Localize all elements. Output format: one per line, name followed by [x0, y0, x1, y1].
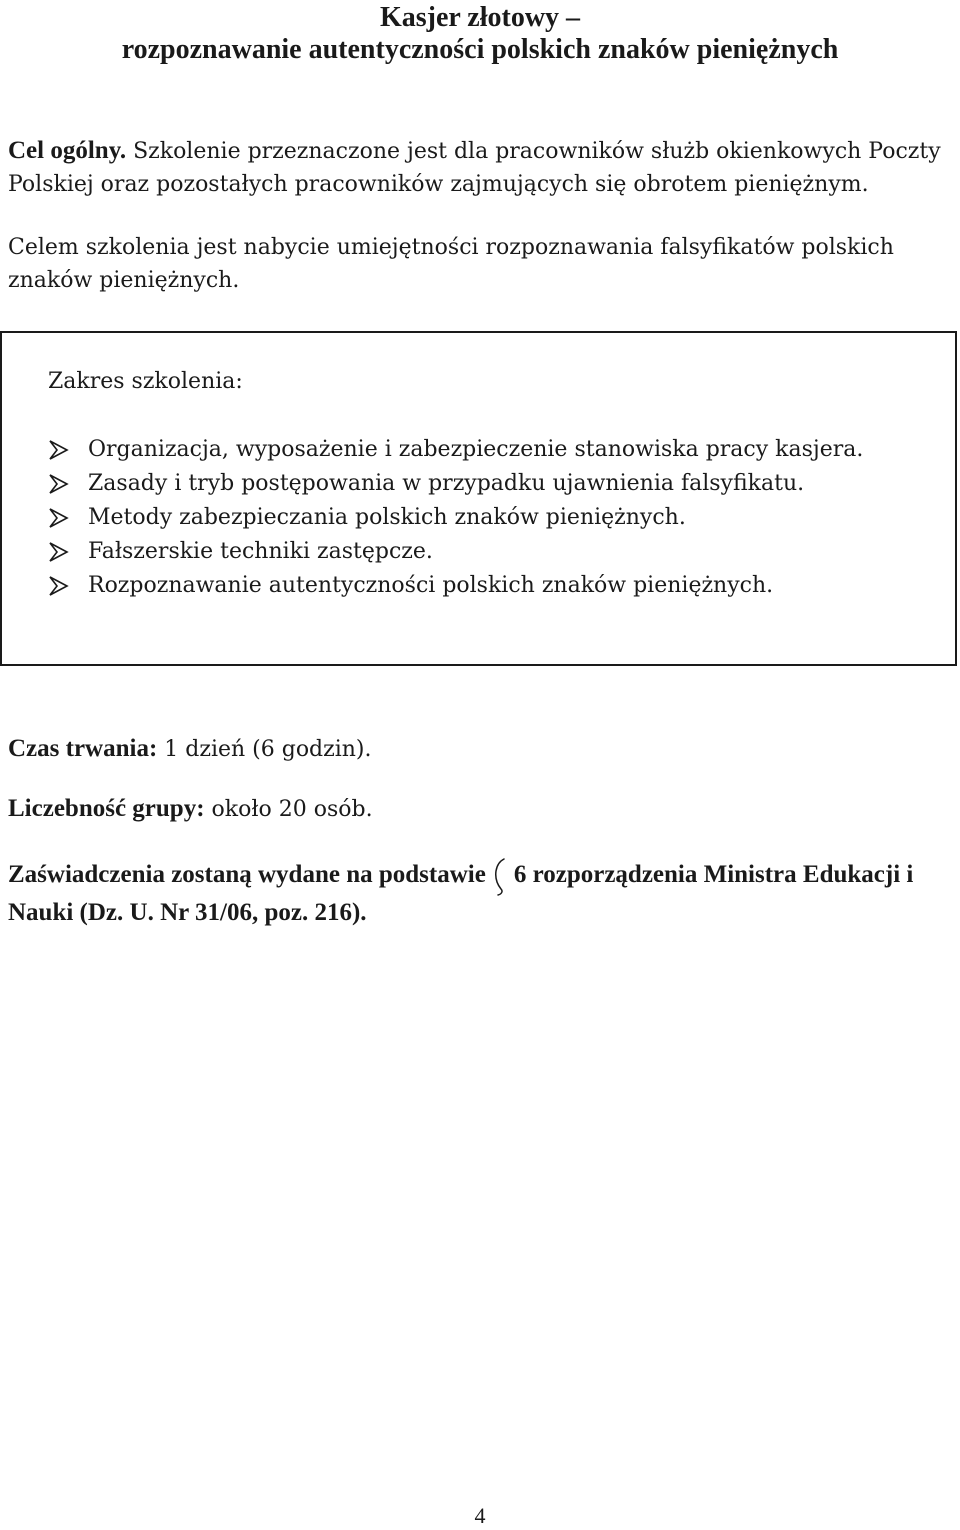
duration-label: Czas trwania:	[8, 735, 158, 762]
certificate-paragraph	[8, 856, 953, 929]
scope-item-text: Fałszerskie techniki zastępcze.	[88, 539, 433, 564]
scope-heading: Zakres szkolenia:	[48, 369, 243, 394]
duration-line	[8, 732, 372, 766]
goal-label: Cel ogólny.	[8, 137, 127, 164]
certificate-text-after: 6 rozporządzenia Ministra Edukacji i Nauki (Dz. U. Nr 31/06, poz. 216).	[8, 861, 914, 926]
arrowhead-bullet-icon	[48, 501, 70, 535]
page-number: 4	[474, 1503, 486, 1528]
paragraph-sign-icon	[492, 856, 508, 896]
goal-paragraph	[8, 134, 953, 201]
aim-paragraph: Celem szkolenia jest nabycie umiejętności rozpoznawania falsyfikatów polskich znaków pieniężnych.	[8, 235, 894, 293]
document-title-line1: Kasjer złotowy –	[379, 2, 581, 33]
scope-item-text: Organizacja, wyposażenie i zabezpieczenie stanowiska pracy kasjera.	[88, 437, 864, 462]
list-item	[48, 535, 863, 569]
scope-item-text: Zasady i tryb postępowania w przypadku ujawnienia falsyfikatu.	[88, 471, 805, 496]
group-size-line	[8, 792, 373, 826]
document-title-line2: rozpoznawanie autentyczności polskich znaków pieniężnych	[121, 34, 839, 65]
arrowhead-bullet-icon	[48, 467, 70, 501]
scope-box	[0, 331, 957, 666]
certificate-text-before: Zaświadczenia zostaną wydane na podstawie	[8, 861, 486, 888]
scope-item-text: Metody zabezpieczania polskich znaków pieniężnych.	[88, 505, 686, 530]
scope-list	[48, 433, 863, 603]
goal-text: Szkolenie przeznaczone jest dla pracowników służb okienkowych Poczty Polskiej oraz pozostałych pracowników zajmujących się obrotem pieniężnym.	[8, 139, 941, 197]
arrowhead-bullet-icon	[48, 569, 70, 603]
list-item	[48, 569, 863, 603]
arrowhead-bullet-icon	[48, 535, 70, 569]
arrowhead-bullet-icon	[48, 433, 70, 467]
group-size-value: około 20 osób.	[204, 797, 373, 822]
list-item	[48, 467, 863, 501]
list-item	[48, 501, 863, 535]
group-size-label: Liczebność grupy:	[8, 795, 205, 822]
scope-item-text: Rozpoznawanie autentyczności polskich znaków pieniężnych.	[88, 573, 774, 598]
duration-value: 1 dzień (6 godzin).	[157, 737, 372, 762]
list-item	[48, 433, 863, 467]
